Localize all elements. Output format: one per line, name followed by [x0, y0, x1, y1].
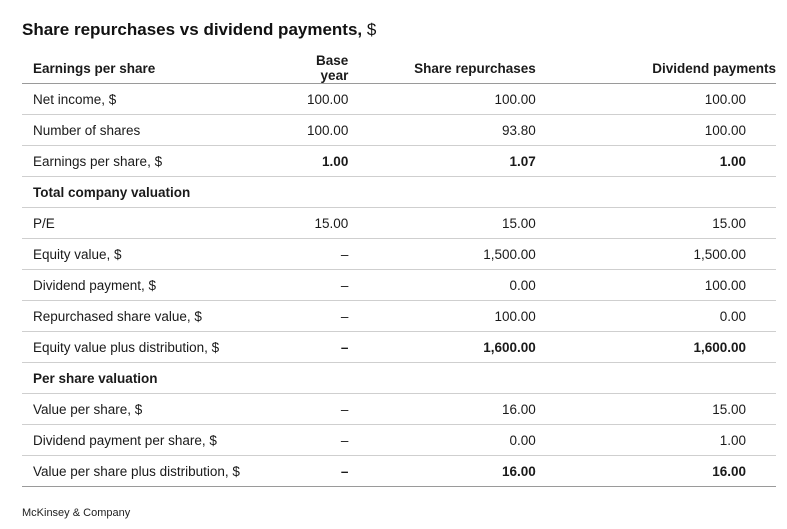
- dividend-payments-cell: 15.00: [536, 208, 776, 239]
- section-heading-per-share-valuation: Per share valuation: [22, 363, 776, 394]
- base-year-cell: –: [289, 301, 349, 332]
- table-row: [22, 239, 776, 270]
- share-repurchases-cell: 0.00: [348, 425, 535, 456]
- column-header-earnings: Earnings per share: [22, 53, 289, 84]
- row-label: Value per share, $: [22, 394, 289, 425]
- share-repurchases-cell: 16.00: [348, 456, 535, 487]
- row-label: Earnings per share, $: [22, 146, 289, 177]
- base-year-cell: 100.00: [289, 84, 349, 115]
- column-header-share-repurchases: Share repurchases: [348, 53, 535, 84]
- title-unit: $: [366, 20, 377, 39]
- table-row: [22, 332, 776, 363]
- base-year-cell: 1.00: [289, 146, 349, 177]
- base-year-cell: –: [289, 270, 349, 301]
- share-repurchases-cell: 100.00: [348, 301, 535, 332]
- dividend-payments-cell: 1.00: [536, 146, 776, 177]
- dividend-payments-cell: 100.00: [536, 115, 776, 146]
- row-label: Repurchased share value, $: [22, 301, 289, 332]
- section-heading-total-company-valuation: Total company valuation: [22, 177, 776, 208]
- share-repurchases-cell: 100.00: [348, 84, 535, 115]
- table-row: [22, 394, 776, 425]
- dividend-payments-cell: 1.00: [536, 425, 776, 456]
- dividend-payments-cell: 0.00: [536, 301, 776, 332]
- share-repurchases-cell: 16.00: [348, 394, 535, 425]
- base-year-cell: –: [289, 394, 349, 425]
- share-repurchases-cell: 93.80: [348, 115, 535, 146]
- row-label: Dividend payment, $: [22, 270, 289, 301]
- row-label: Dividend payment per share, $: [22, 425, 289, 456]
- table-header-row: [22, 53, 776, 84]
- share-repurchases-cell: 1,600.00: [348, 332, 535, 363]
- section-heading-row: [22, 177, 776, 208]
- table-row: [22, 146, 776, 177]
- table-row: [22, 208, 776, 239]
- share-repurchases-cell: 15.00: [348, 208, 535, 239]
- base-year-cell: –: [289, 425, 349, 456]
- column-header-base-year: Base year: [289, 53, 349, 84]
- column-header-dividend-payments: Dividend payments: [536, 53, 776, 84]
- page-title: [22, 20, 376, 40]
- row-label: Net income, $: [22, 84, 289, 115]
- table-row: [22, 425, 776, 456]
- dividend-payments-cell: 16.00: [536, 456, 776, 487]
- source-footer: McKinsey & Company: [22, 507, 131, 519]
- dividend-payments-cell: 100.00: [536, 270, 776, 301]
- comparison-table: [22, 53, 776, 487]
- table-row: [22, 301, 776, 332]
- base-year-cell: –: [289, 239, 349, 270]
- table-row: [22, 270, 776, 301]
- share-repurchases-cell: 0.00: [348, 270, 535, 301]
- section-heading-row: [22, 363, 776, 394]
- title-text: Share repurchases vs dividend payments,: [22, 20, 363, 39]
- base-year-cell: –: [289, 332, 349, 363]
- row-label: Number of shares: [22, 115, 289, 146]
- base-year-cell: 100.00: [289, 115, 349, 146]
- table-row: [22, 456, 776, 487]
- base-year-cell: –: [289, 456, 349, 487]
- share-repurchases-cell: 1.07: [348, 146, 535, 177]
- row-label: Equity value plus distribution, $: [22, 332, 289, 363]
- row-label: Equity value, $: [22, 239, 289, 270]
- dividend-payments-cell: 1,600.00: [536, 332, 776, 363]
- table-row: [22, 84, 776, 115]
- base-year-cell: 15.00: [289, 208, 349, 239]
- row-label: Value per share plus distribution, $: [22, 456, 289, 487]
- dividend-payments-cell: 1,500.00: [536, 239, 776, 270]
- row-label: P/E: [22, 208, 289, 239]
- dividend-payments-cell: 15.00: [536, 394, 776, 425]
- table-row: [22, 115, 776, 146]
- dividend-payments-cell: 100.00: [536, 84, 776, 115]
- share-repurchases-cell: 1,500.00: [348, 239, 535, 270]
